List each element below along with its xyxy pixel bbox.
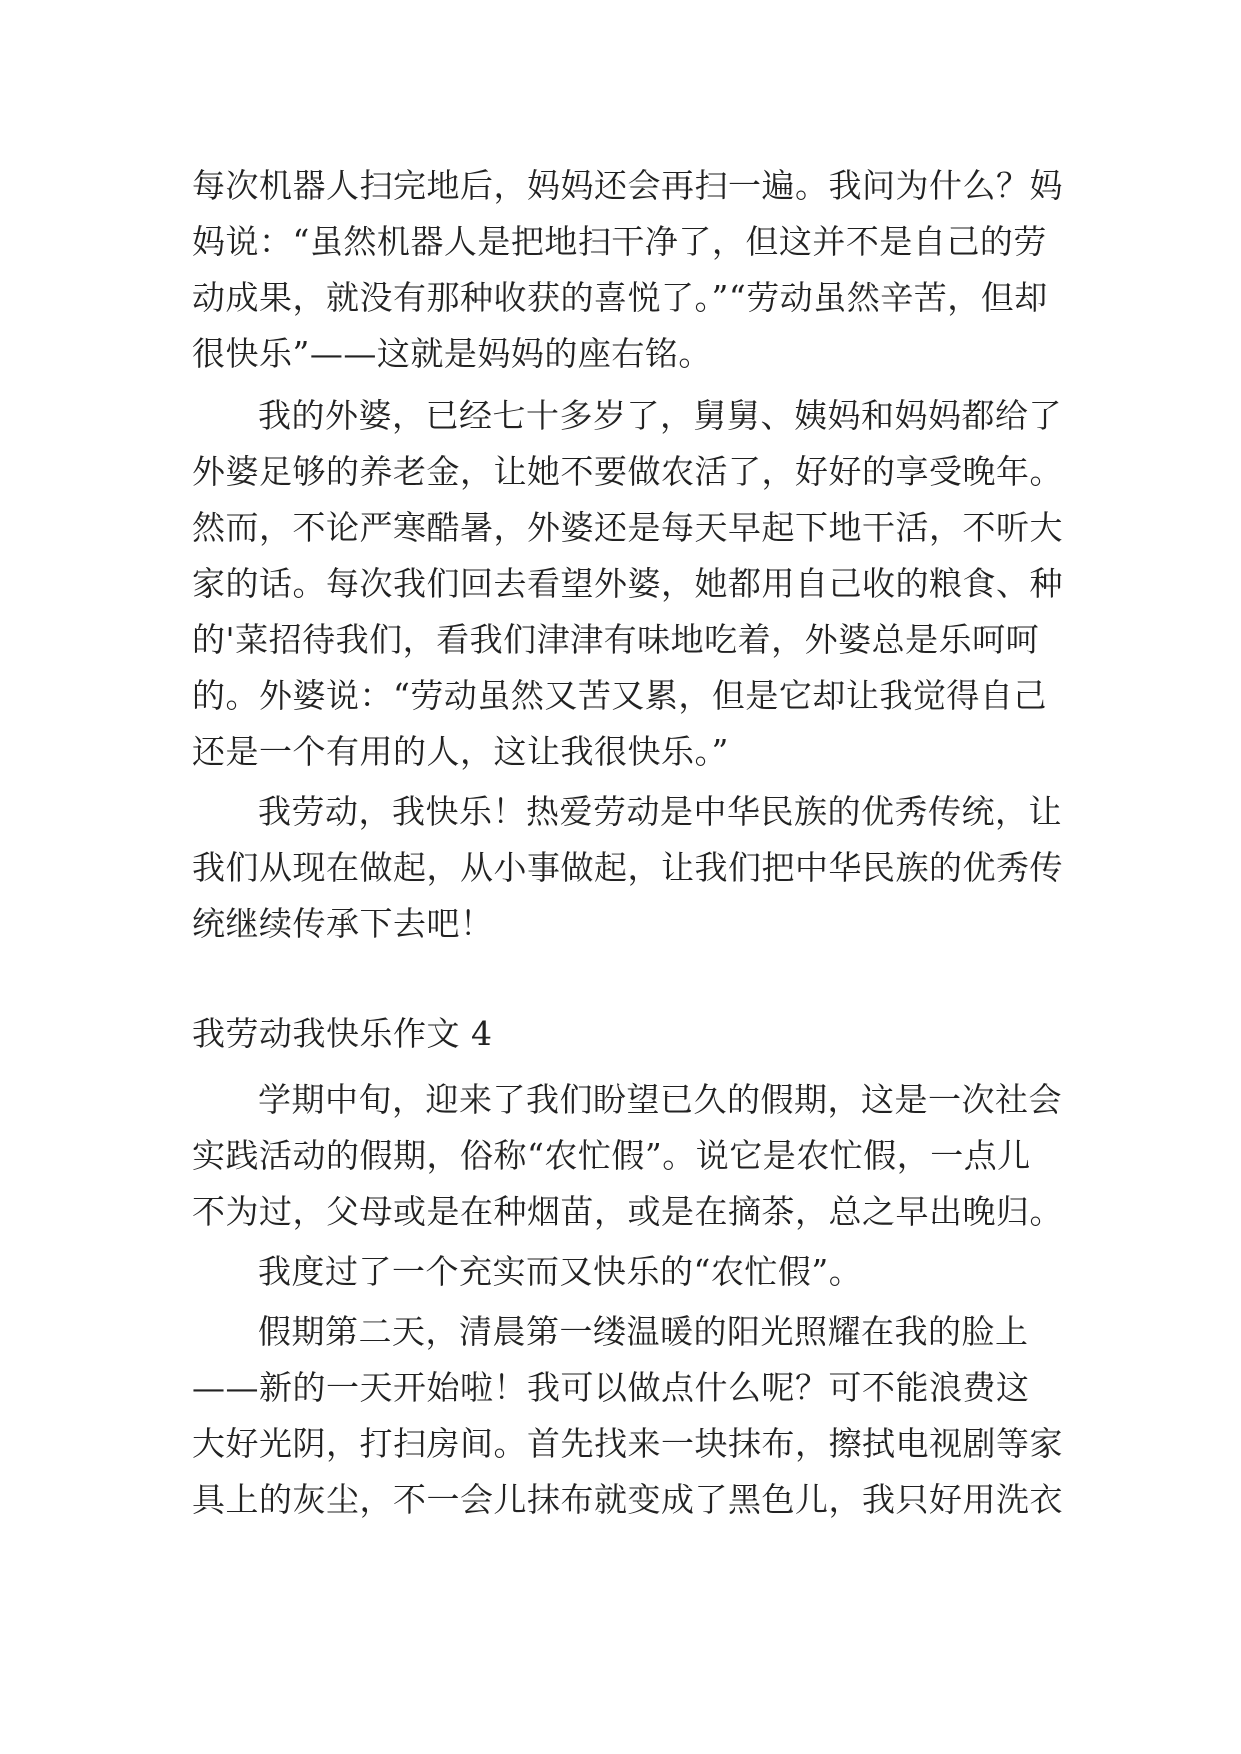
text-line: 具上的灰尘，不一会儿抹布就变成了黑色儿，我只好用洗衣 xyxy=(192,1480,1063,1519)
text-line: 学期中旬，迎来了我们盼望已久的假期，这是一次社会 xyxy=(258,1080,1062,1119)
text-line: 然而，不论严寒酷暑，外婆还是每天早起下地干活，不听大 xyxy=(192,508,1063,547)
text-line: 我度过了一个充实而又快乐的“农忙假”。 xyxy=(258,1252,863,1291)
text-line: 的'菜招待我们，看我们津津有味地吃着，外婆总是乐呵呵 xyxy=(192,620,1040,659)
section-title: 我劳动我快乐作文 4 xyxy=(192,1014,493,1053)
text-line: 大好光阴，打扫房间。首先找来一块抹布，擦拭电视剧等家 xyxy=(192,1424,1063,1463)
text-line: 不为过，父母或是在种烟苗，或是在摘茶，总之早出晚归。 xyxy=(192,1192,1063,1231)
text-line: 妈说：“虽然机器人是把地扫干净了，但这并不是自己的劳 xyxy=(192,222,1047,261)
text-line: ——新的一天开始啦！我可以做点什么呢？可不能浪费这 xyxy=(192,1368,1030,1407)
text-line: 家的话。每次我们回去看望外婆，她都用自己收的粮食、种 xyxy=(192,564,1063,603)
text-line: 的。外婆说：“劳动虽然又苦又累，但是它却让我觉得自己 xyxy=(192,676,1047,715)
text-line: 动成果，就没有那种收获的喜悦了。”“劳动虽然辛苦，但却 xyxy=(192,278,1048,317)
text-line: 统继续传承下去吧！ xyxy=(192,904,494,943)
text-line: 每次机器人扫完地后，妈妈还会再扫一遍。我问为什么？妈 xyxy=(192,166,1063,205)
text-line: 很快乐”——这就是妈妈的座右铭。 xyxy=(192,334,712,373)
text-line: 我们从现在做起，从小事做起，让我们把中华民族的优秀传 xyxy=(192,848,1063,887)
text-line: 实践活动的假期，俗称“农忙假”。说它是农忙假，一点儿 xyxy=(192,1136,1031,1175)
text-line: 还是一个有用的人，这让我很快乐。” xyxy=(192,732,729,771)
text-line: 我劳动，我快乐！热爱劳动是中华民族的优秀传统，让 xyxy=(258,792,1062,831)
text-line: 假期第二天，清晨第一缕温暖的阳光照耀在我的脸上 xyxy=(258,1312,1029,1351)
text-line: 我的外婆，已经七十多岁了，舅舅、姨妈和妈妈都给了 xyxy=(258,396,1062,435)
text-line: 外婆足够的养老金，让她不要做农活了，好好的享受晚年。 xyxy=(192,452,1063,491)
